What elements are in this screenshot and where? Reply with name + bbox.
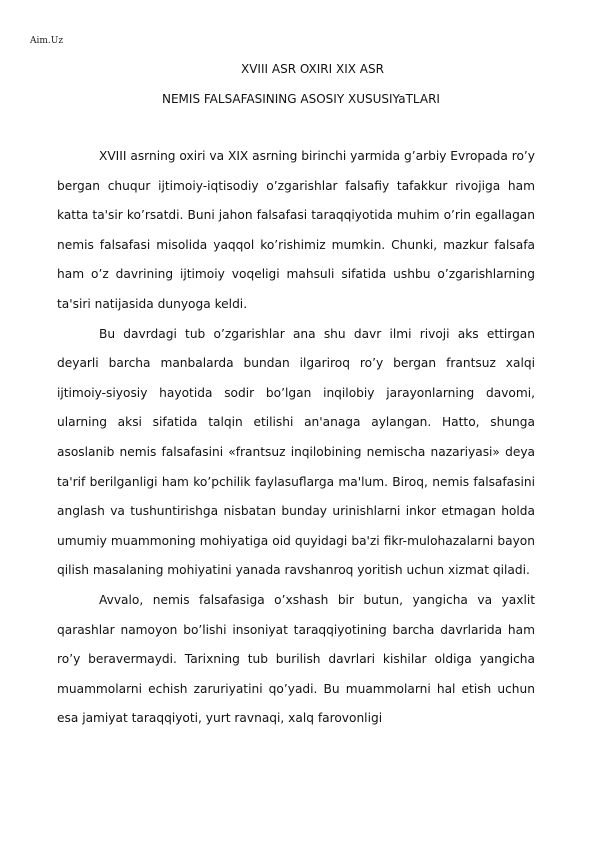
- site-watermark: Aim.Uz: [30, 36, 64, 46]
- paragraph-3: Avvalo, nemis falsafasiga o’xshash bir butun, yangicha va yaxlit qarashlar namoyon bo’lishi insoniyat taraqqiyotining barcha davrlarida ham ro’y beravermaydi. Tarixning tub burilish davrlari kishilar oldiga yangicha muammolarni echish zaruriyatini qo’yadi. Bu muammolarni hal etish uchun esa jamiyat taraqqiyoti, yurt ravnaqi, xalq farovonligi: [57, 592, 535, 726]
- paragraph-2: Bu davrdagi tub o’zgarishlar ana shu davr ilmi rivoji aks ettirgan deyarli barcha manbalarda bundan ilgariroq ro’y bergan frantsuz xalqi ijtimoiy-siyosiy hayotida sodir bo’lgan inqilobiy jarayonlarning davomi, ularning aksi sifatida talqin etilishi an'anaga aylangan. Hatto, shunga asoslanib nemis falsafasini «frantsuz inqilobining nemischa nazariyasi» deya ta'rif berilganligi ham ko’pchilik faylasuflarga ma'lum. Biroq, nemis falsafasini anglash va tushuntirishga nisbatan bunday urinishlarni inkor etmagan holda umumiy muammoning mohiyatiga oid quyidagi ba'zi fikr-mulohazalarni bayon qilish masalaning mohiyatini yanada ravshanroq yoritish uchun xizmat qiladi.: [57, 326, 535, 578]
- page-title-line-2: NEMIS FALSAFASINING ASOSIY XUSUSIYaTLARI: [162, 92, 440, 106]
- document-body: [57, 142, 535, 734]
- paragraph-1: XVIII asrning oxiri va XIX asrning birinchi yarmida g’arbiy Evropada ro’y bergan chuqur ijtimoiy-iqtisodiy o’zgarishlar falsafiy tafakkur rivojiga ham katta ta'sir ko’rsatdi. Buni jahon falsafasi taraqqiyotida muhim o’rin egallagan nemis falsafasi misolida yaqqol ko’rishimiz mumkin. Chunki, mazkur falsafa ham o’z davrining ijtimoiy voqeligi mahsuli sifatida ushbu o’zgarishlarning ta'siri natijasida dunyoga keldi.: [57, 149, 535, 311]
- page-title-line-1: XVIII ASR OXIRI XIX ASR: [241, 62, 384, 76]
